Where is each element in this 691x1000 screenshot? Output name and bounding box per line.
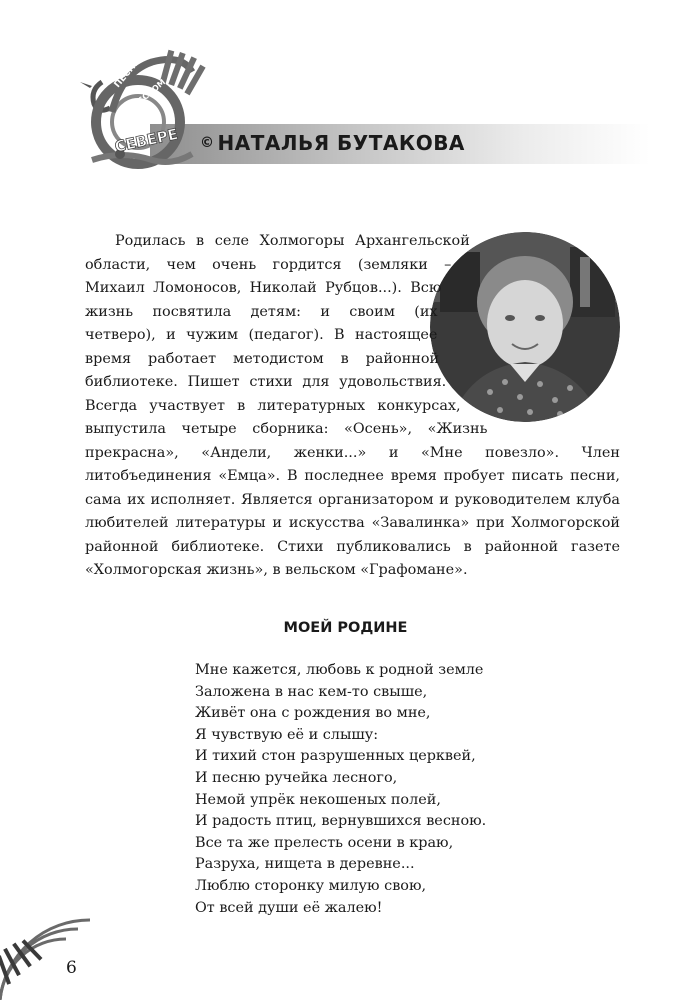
poem-line: Все та же прелесть осени в краю, — [195, 834, 454, 851]
biography-text: Родилась в селе Холмогоры Архангельской области, чем очень гордится (земляки – Михаил Ломоносов, Николай Рубцов...). Всю жизнь посвятила детям: и своим (их четверо), и чужим (педагог). В настоящее время работает методистом в районной библиотеке. Пишет стихи для удовольствия. Всегда участвует в литературных конкурсах, выпустила четыре сборника: «Осень», «Жизнь прекрасна», «Андели, женки...» и «Мне повезло». Член литобъединения «Емца». В последнее время пробует писать песни, сама их исполняет. Является организатором и руководителем клуба любителей литературы и искусства «Завалинка» при Холмогорской районной библиотеке. Стихи публиковались в районной газете «Холмогорская жизнь», в вельском «Графомане». — [85, 233, 620, 578]
poem-title: МОЕЙ РОДИНЕ — [283, 620, 408, 636]
poem-line: И тихий стон разрушенных церквей, — [195, 748, 476, 765]
poem-line: Разруха, нищета в деревне... — [195, 856, 415, 873]
page-number: 6 — [66, 958, 77, 978]
songs-of-russian-north-logo — [72, 42, 212, 177]
poem-line: Люблю сторонку милую свою, — [195, 877, 427, 894]
logo-text-bottom: СЕВЕРЕ — [113, 124, 180, 156]
copyright-mark: © — [200, 135, 215, 151]
poem-line: И песню ручейка лесного, — [195, 769, 398, 786]
poem-line: Заложена в нас кем-то свыше, — [195, 683, 428, 700]
author-biography — [85, 230, 620, 583]
poem-line: От всей души её жалею! — [195, 899, 383, 916]
logo-text-top: ПЕСНИ — [112, 56, 144, 90]
poem-line: Мне кажется, любовь к родной земле — [195, 662, 484, 678]
poem-line: Немой упрёк некошеных полей, — [195, 791, 441, 808]
logo-text-middle: О РУССКОМ — [119, 77, 168, 120]
author-name-text: НАТАЛЬЯ БУТАКОВА — [217, 131, 465, 155]
poem-line: Живёт она с рождения во мне, — [195, 705, 431, 722]
poem-line: И радость птиц, вернувшихся весною. — [195, 813, 487, 830]
poem-line: Я чувствую её и слышу: — [195, 726, 379, 743]
author-name — [200, 131, 465, 155]
poem-body — [195, 660, 486, 919]
corner-ornament — [0, 915, 110, 1000]
